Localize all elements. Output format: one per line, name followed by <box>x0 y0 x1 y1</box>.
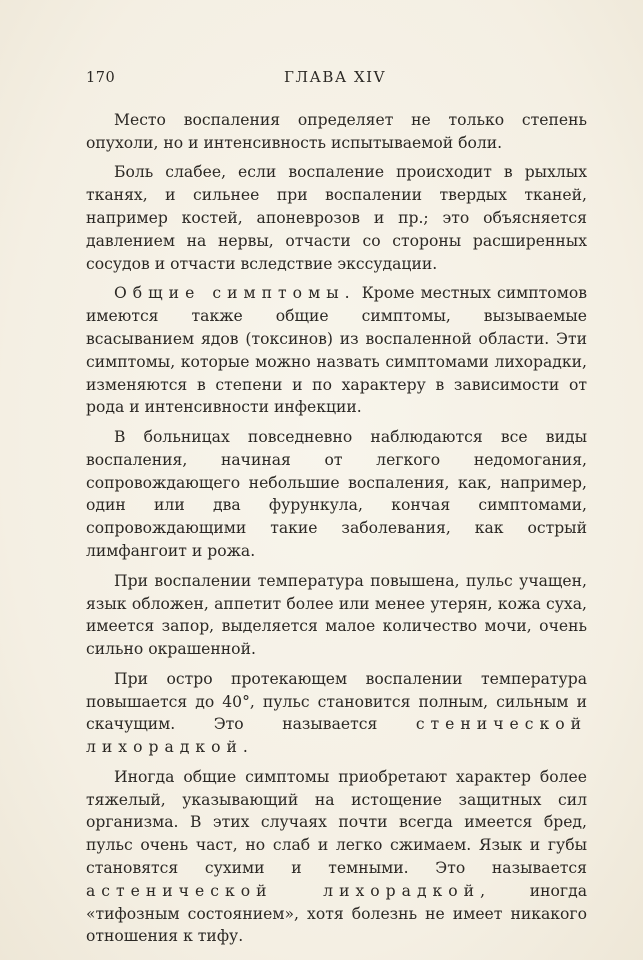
paragraph-text: Иногда общие симптомы приобретают характер более тяжелый, указывающий на истощение защитных сил организма. В этих случаях почти всегда имеется бред, пульс очень част, но слаб и легко сжимаем. Язык и губы становятся сухими и темными. Это называется <box>86 767 587 878</box>
paragraph-general-symptoms <box>86 282 587 419</box>
paragraph-text: При остро протекающем воспалении температура повышается до 40°, пульс становится полным, сильным и скачущим. Это называется <box>86 669 587 734</box>
paragraph-text: В больницах повседневно наблюдаются все виды воспаления, начиная от легкого недомогания, сопровождающего небольшие воспаления, как, например, один или два фурункула, кончая симптомами, сопровождающими такие заболевания, как острый лимфангоит и рожа. <box>86 428 587 561</box>
paragraph-text: . <box>242 738 248 757</box>
paragraph-text: Место воспаления определяет не только степень опухоли, но и интенсивность испытываемой боли. <box>86 111 587 152</box>
term-asthenic-fever: астенической лихорадкой <box>86 881 481 900</box>
term-sthenic-fever: стенической лихорадкой <box>86 715 587 757</box>
paragraph-text: Боль слабее, если воспаление происходит в рыхлых тканях, и сильнее при воспалении твердых тканей, например костей, апоневрозов и пр.; это объясняется давлением на нервы, отчасти со стороны расширенных сосудов и отчасти вследствие экссудации. <box>86 163 587 273</box>
paragraph-inflammation-site <box>86 109 587 155</box>
paragraph-sthenic-fever <box>86 668 587 759</box>
paragraph-hospitals <box>86 426 587 563</box>
paragraph-text: , иногда «тифозным состоянием», хотя болезнь не имеет никакого отношения к тифу. <box>86 881 587 946</box>
running-head <box>86 68 584 92</box>
paragraph-text: Кроме местных симптомов имеются также общие симптомы, вызываемые всасыванием ядов (токсинов) из воспаленной области. Эти симптомы, которые можно назвать симптомами лихорадки, изменяются в степени и по характеру в зависимости от рода и интенсивности инфекции. <box>86 284 587 417</box>
chapter-title: ГЛАВА XIV <box>284 68 386 86</box>
paragraph-pain <box>86 161 587 275</box>
paragraph-temperature <box>86 570 587 661</box>
body-text <box>86 109 587 955</box>
section-heading-general-symptoms: Общие симптомы. <box>114 284 356 303</box>
page-number: 170 <box>86 70 116 86</box>
paragraph-text: При воспалении температура повышена, пульс учащен, язык обложен, аппетит более или менее утерян, кожа суха, имеется запор, выделяется малое количество мочи, очень сильно окрашенной. <box>86 571 587 659</box>
paragraph-asthenic-fever <box>86 766 587 948</box>
